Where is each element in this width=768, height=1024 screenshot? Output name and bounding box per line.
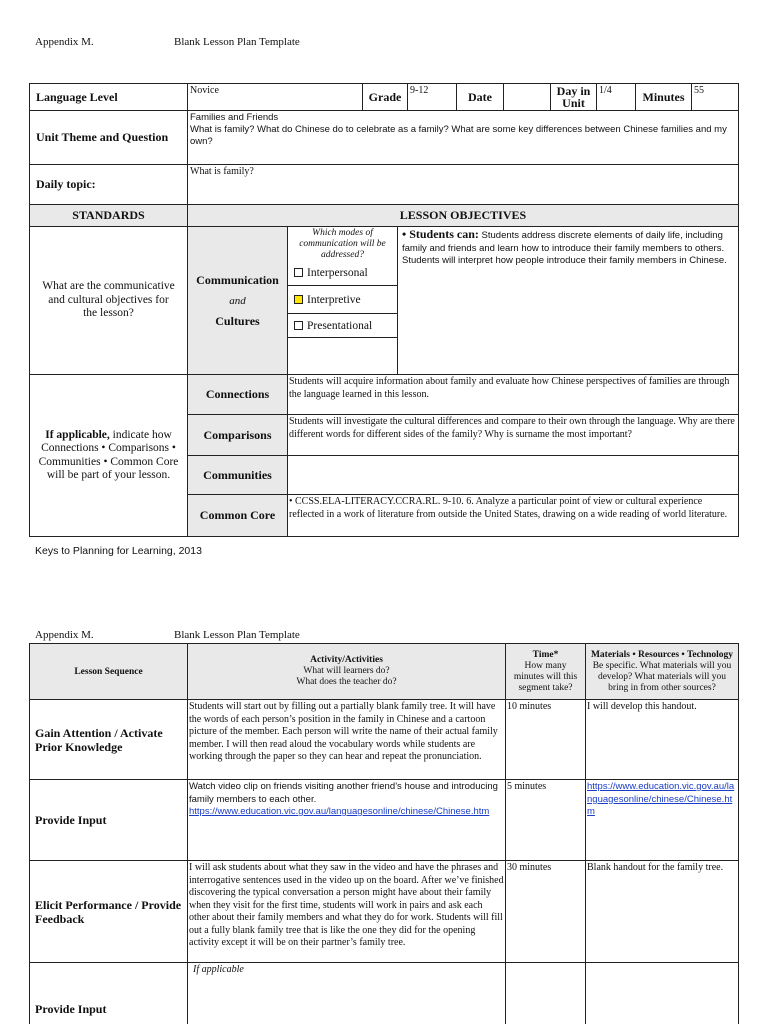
stage-gain-attention: Gain Attention / Activate Prior Knowledge — [29, 699, 188, 780]
materials-provide-input-2 — [585, 962, 739, 1024]
mode-interpersonal[interactable] — [288, 260, 397, 285]
materials-elicit-performance: Blank handout for the family tree. — [585, 860, 739, 963]
date-value — [503, 83, 551, 111]
language-level-value: Novice — [187, 83, 363, 111]
unit-theme-label: Unit Theme and Question — [29, 110, 188, 165]
stage-provide-input: Provide Input — [29, 779, 188, 861]
and-label: and — [229, 294, 246, 307]
mode-label: Interpretive — [307, 293, 361, 306]
materials-link[interactable]: https://www.education.vic.gov.au/languagesonline/chinese/Chinese.htm — [587, 781, 735, 817]
cultures-label: Cultures — [215, 313, 260, 328]
language-level-label: Language Level — [29, 83, 188, 111]
time-provide-input-2 — [505, 962, 586, 1024]
page1-header-left: Appendix M. — [35, 36, 94, 48]
connections-label: Connections — [187, 374, 288, 415]
mode-interpretive[interactable] — [288, 285, 397, 313]
modes-box — [287, 226, 398, 375]
materials-sub: Be specific. What materials will you develop? What materials will you bring in from other sources? — [592, 660, 732, 693]
students-can-box — [397, 226, 739, 375]
communicative-objectives-question: What are the communicative and cultural objectives for the lesson? — [29, 226, 188, 375]
col-time-header — [505, 643, 586, 700]
checkbox-icon — [294, 321, 303, 330]
time-provide-input: 5 minutes — [505, 779, 586, 861]
date-label: Date — [456, 83, 504, 111]
day-in-unit-value: 1/4 — [596, 83, 636, 111]
grade-value: 9-12 — [407, 83, 457, 111]
stage-provide-input-2: Provide Input — [29, 962, 188, 1024]
activity-elicit-performance: I will ask students about what they saw in the video and have the phrases and interrogative sentences used in the video up on the board. After we’ve finished discovering the typical conversation a person might have about their family when they visit for the first time, students will work in pairs and ask each other about their family members and what they do for work. Students will fill out a fully blank family tree that is like the one they did for the opening activity except it will be on their partner’s family tree. — [187, 860, 506, 963]
communities-label: Communities — [187, 455, 288, 495]
stage-elicit-performance: Elicit Performance / Provide Feedback — [29, 860, 188, 963]
minutes-label: Minutes — [635, 83, 692, 111]
activity-provide-input — [187, 779, 506, 861]
video-link[interactable]: https://www.education.vic.gov.au/languagesonline/chinese/Chinese.htm — [189, 806, 490, 817]
common-core-label: Common Core — [187, 494, 288, 537]
modes-question: Which modes of communication will be addressed? — [299, 228, 386, 260]
students-can-lead: • Students can: — [402, 227, 479, 241]
materials-gain-attention: I will develop this handout. — [585, 699, 739, 780]
activity-provide-input-text: Watch video clip on friends visiting another friend’s house and introducing family members to each other. — [189, 781, 498, 805]
page1-footer: Keys to Planning for Learning, 2013 — [35, 545, 202, 557]
mode-label: Presentational — [307, 319, 373, 332]
comparisons-label: Comparisons — [187, 414, 288, 456]
unit-theme-line1: Families and Friends — [190, 112, 279, 123]
daily-topic-value: What is family? — [187, 164, 739, 205]
connections-text: Students will acquire information about family and evaluate how Chinese perspectives of families are through the language learned in this lesson. — [287, 374, 739, 415]
time-gain-attention: 10 minutes — [505, 699, 586, 780]
time-sub: How many minutes will this segment take? — [513, 660, 578, 693]
if-applicable-box — [29, 374, 188, 537]
grade-label: Grade — [362, 83, 408, 111]
communities-text — [287, 455, 739, 495]
objectives-header: LESSON OBJECTIVES — [187, 204, 739, 227]
mode-label: Interpersonal — [307, 266, 368, 279]
communication-label: Communication — [196, 272, 279, 287]
unit-theme-value — [187, 110, 739, 165]
page2-header-right: Blank Lesson Plan Template — [174, 629, 300, 641]
page2-header-left: Appendix M. — [35, 629, 94, 641]
mode-presentational[interactable] — [288, 313, 397, 337]
unit-theme-line2: What is family? What do Chinese do to celebrate as a family? What are some key differences between Chinese families and my own? — [190, 124, 727, 147]
page1-header-right: Blank Lesson Plan Template — [174, 36, 300, 48]
day-in-unit-label: Day in Unit — [550, 83, 597, 111]
communication-cultures-label — [187, 226, 288, 375]
col-sequence-header: Lesson Sequence — [29, 643, 188, 700]
activity-provide-input-2: If applicable — [187, 962, 506, 1024]
col-materials-header — [585, 643, 739, 700]
if-applicable-bold: If applicable, — [45, 428, 110, 441]
if-applicable-rest: indicate how Connections • Comparisons • Communities • Common Core will be part of your lesson. — [38, 428, 179, 481]
comparisons-text: Students will investigate the cultural differences and compare to their own through the language. Why are there different words for different sides of the family? Why is surname the most important? — [287, 414, 739, 456]
activity-gain-attention: Students will start out by filling out a partially blank family tree. It will have the words of each person’s position in the family in Chinese and a cartoon picture of the member. Each person will write the name of their actual family member. I will then read aloud the vocabulary words while students are working through the paper so they can hear and repeat the pronunciation. — [187, 699, 506, 780]
checkbox-icon — [294, 268, 303, 277]
activity-sub1: What will learners do? — [303, 666, 390, 676]
standards-header: STANDARDS — [29, 204, 188, 227]
time-elicit-performance: 30 minutes — [505, 860, 586, 963]
students-can-text: Students address discrete elements of daily life, including family and friends and learn how to introduce their family members to others. Students will interpret how people introduce their family members in Chinese. — [402, 230, 727, 266]
activity-sub2: What does the teacher do? — [296, 677, 397, 687]
daily-topic-label: Daily topic: — [29, 164, 188, 205]
col-activity-header — [187, 643, 506, 700]
activity-title: Activity/Activities — [310, 655, 383, 665]
common-core-text: • CCSS.ELA-LITERACY.CCRA.RL. 9-10. 6. Analyze a particular point of view or cultural experience reflected in a work of literature from outside the United States, drawing on a wide reading of world literature. — [287, 494, 739, 537]
time-title: Time* — [532, 649, 559, 660]
checkbox-highlighted-icon — [294, 295, 303, 304]
materials-provide-input — [585, 779, 739, 861]
materials-title: Materials • Resources • Technology — [590, 649, 734, 660]
minutes-value: 55 — [691, 83, 739, 111]
